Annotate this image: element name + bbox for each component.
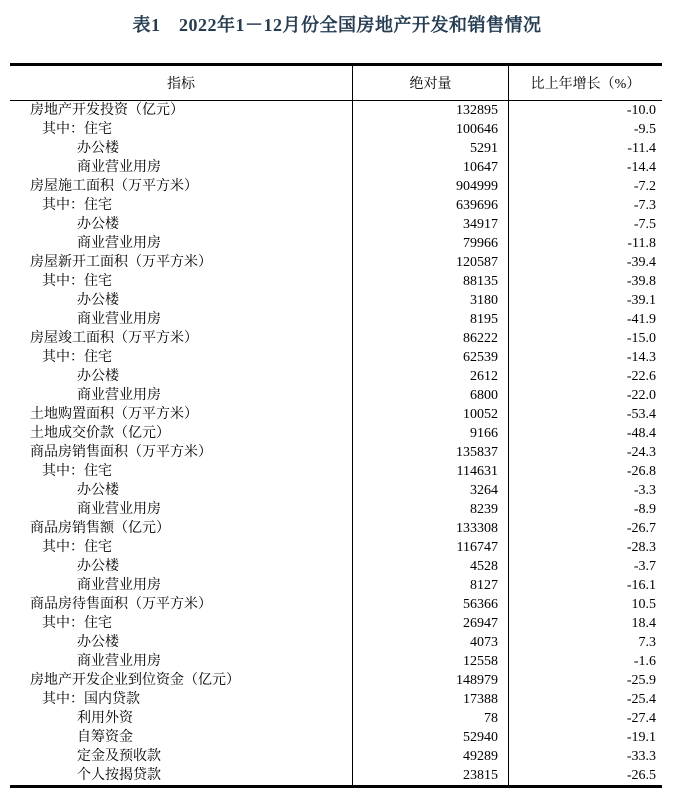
table-row xyxy=(10,329,662,348)
absolute-value-cell: 23815 xyxy=(352,766,508,785)
absolute-value-cell: 17388 xyxy=(352,690,508,709)
absolute-value-cell: 26947 xyxy=(352,614,508,633)
column-header-absolute-value: 绝对量 xyxy=(352,66,508,100)
absolute-value-cell: 10647 xyxy=(352,158,508,177)
absolute-value-cell: 120587 xyxy=(352,253,508,272)
growth-cell: 7.3 xyxy=(508,633,662,652)
indicator-cell: 办公楼 xyxy=(77,217,119,232)
indicator-cell: 土地购置面积（万平方米） xyxy=(30,407,198,422)
table-row xyxy=(10,481,662,500)
absolute-value-cell: 56366 xyxy=(352,595,508,614)
absolute-value-cell: 6800 xyxy=(352,386,508,405)
growth-cell: -53.4 xyxy=(508,405,662,424)
growth-cell: -41.9 xyxy=(508,310,662,329)
absolute-value-cell: 78 xyxy=(352,709,508,728)
table-row xyxy=(10,595,662,614)
growth-cell: -16.1 xyxy=(508,576,662,595)
absolute-value-cell: 8239 xyxy=(352,500,508,519)
absolute-value-cell: 135837 xyxy=(352,443,508,462)
growth-cell: -26.8 xyxy=(508,462,662,481)
indicator-cell: 商品房销售面积（万平方米） xyxy=(30,445,212,460)
indicator-cell: 办公楼 xyxy=(77,369,119,384)
growth-cell: -3.7 xyxy=(508,557,662,576)
growth-cell: -14.3 xyxy=(508,348,662,367)
table-row xyxy=(10,690,662,709)
growth-cell: -26.5 xyxy=(508,766,662,785)
absolute-value-cell: 79966 xyxy=(352,234,508,253)
growth-cell: -26.7 xyxy=(508,519,662,538)
absolute-value-cell: 2612 xyxy=(352,367,508,386)
table-row xyxy=(10,291,662,310)
statistics-table xyxy=(10,63,662,788)
table-row xyxy=(10,177,662,196)
absolute-value-cell: 904999 xyxy=(352,177,508,196)
growth-cell: -19.1 xyxy=(508,728,662,747)
indicator-cell: 房屋竣工面积（万平方米） xyxy=(30,331,198,346)
growth-cell: -7.5 xyxy=(508,215,662,234)
indicator-cell: 办公楼 xyxy=(77,635,119,650)
growth-cell: -9.5 xyxy=(508,120,662,139)
indicator-cell: 办公楼 xyxy=(77,559,119,574)
growth-cell: -11.4 xyxy=(508,139,662,158)
growth-cell: -7.3 xyxy=(508,196,662,215)
growth-cell: -25.9 xyxy=(508,671,662,690)
growth-cell: 18.4 xyxy=(508,614,662,633)
indicator-cell: 其中：住宅 xyxy=(42,616,112,631)
indicator-cell: 商品房销售额（亿元） xyxy=(30,521,170,536)
table-row xyxy=(10,766,662,785)
table-row xyxy=(10,728,662,747)
absolute-value-cell: 88135 xyxy=(352,272,508,291)
indicator-cell: 房地产开发企业到位资金（亿元） xyxy=(30,673,240,688)
absolute-value-cell: 639696 xyxy=(352,196,508,215)
absolute-value-cell: 12558 xyxy=(352,652,508,671)
indicator-cell: 房地产开发投资（亿元） xyxy=(30,103,184,118)
indicator-cell: 其中：住宅 xyxy=(42,274,112,289)
table-header-row xyxy=(10,66,662,101)
table-row xyxy=(10,500,662,519)
indicator-cell: 商业营业用房 xyxy=(77,312,161,327)
table-row xyxy=(10,614,662,633)
growth-cell: -24.3 xyxy=(508,443,662,462)
table-row xyxy=(10,139,662,158)
column-header-indicator: 指标 xyxy=(167,77,195,92)
absolute-value-cell: 62539 xyxy=(352,348,508,367)
absolute-value-cell: 3264 xyxy=(352,481,508,500)
growth-cell: -1.6 xyxy=(508,652,662,671)
absolute-value-cell: 52940 xyxy=(352,728,508,747)
table-row xyxy=(10,709,662,728)
growth-cell: -10.0 xyxy=(508,101,662,120)
table-row xyxy=(10,234,662,253)
absolute-value-cell: 8195 xyxy=(352,310,508,329)
absolute-value-cell: 86222 xyxy=(352,329,508,348)
table-row xyxy=(10,367,662,386)
table-title: 表1 2022年1－12月份全国房地产开发和销售情况 xyxy=(132,15,542,35)
table-row xyxy=(10,576,662,595)
absolute-value-cell: 100646 xyxy=(352,120,508,139)
growth-cell: -27.4 xyxy=(508,709,662,728)
indicator-cell: 自筹资金 xyxy=(77,730,133,745)
growth-cell: 10.5 xyxy=(508,595,662,614)
absolute-value-cell: 49289 xyxy=(352,747,508,766)
table-row xyxy=(10,652,662,671)
table-row xyxy=(10,747,662,766)
table-row xyxy=(10,386,662,405)
indicator-cell: 其中：国内贷款 xyxy=(42,692,140,707)
table-row xyxy=(10,215,662,234)
indicator-cell: 定金及预收款 xyxy=(77,749,161,764)
absolute-value-cell: 5291 xyxy=(352,139,508,158)
table-row xyxy=(10,348,662,367)
growth-cell: -22.6 xyxy=(508,367,662,386)
table-row xyxy=(10,633,662,652)
growth-cell: -39.1 xyxy=(508,291,662,310)
absolute-value-cell: 114631 xyxy=(352,462,508,481)
indicator-cell: 办公楼 xyxy=(77,141,119,156)
absolute-value-cell: 4528 xyxy=(352,557,508,576)
indicator-cell: 房屋施工面积（万平方米） xyxy=(30,179,198,194)
indicator-cell: 商业营业用房 xyxy=(77,236,161,251)
indicator-cell: 商业营业用房 xyxy=(77,578,161,593)
growth-cell: -39.4 xyxy=(508,253,662,272)
indicator-cell: 房屋新开工面积（万平方米） xyxy=(30,255,212,270)
indicator-cell: 商品房待售面积（万平方米） xyxy=(30,597,212,612)
absolute-value-cell: 3180 xyxy=(352,291,508,310)
indicator-cell: 其中：住宅 xyxy=(42,540,112,555)
indicator-cell: 办公楼 xyxy=(77,293,119,308)
indicator-cell: 土地成交价款（亿元） xyxy=(30,426,170,441)
growth-cell: -48.4 xyxy=(508,424,662,443)
table-row xyxy=(10,120,662,139)
table-row xyxy=(10,424,662,443)
growth-cell: -39.8 xyxy=(508,272,662,291)
absolute-value-cell: 10052 xyxy=(352,405,508,424)
absolute-value-cell: 132895 xyxy=(352,101,508,120)
indicator-cell: 其中：住宅 xyxy=(42,464,112,479)
table-row xyxy=(10,405,662,424)
table-row xyxy=(10,101,662,120)
table-row xyxy=(10,671,662,690)
table-row xyxy=(10,253,662,272)
absolute-value-cell: 4073 xyxy=(352,633,508,652)
absolute-value-cell: 116747 xyxy=(352,538,508,557)
growth-cell: -3.3 xyxy=(508,481,662,500)
table-row xyxy=(10,272,662,291)
growth-cell: -8.9 xyxy=(508,500,662,519)
table-row xyxy=(10,158,662,177)
table-row xyxy=(10,538,662,557)
indicator-cell: 商业营业用房 xyxy=(77,654,161,669)
indicator-cell: 其中：住宅 xyxy=(42,350,112,365)
growth-cell: -22.0 xyxy=(508,386,662,405)
absolute-value-cell: 148979 xyxy=(352,671,508,690)
growth-cell: -28.3 xyxy=(508,538,662,557)
growth-cell: -15.0 xyxy=(508,329,662,348)
absolute-value-cell: 9166 xyxy=(352,424,508,443)
indicator-cell: 商业营业用房 xyxy=(77,160,161,175)
table-row xyxy=(10,196,662,215)
indicator-cell: 商业营业用房 xyxy=(77,502,161,517)
absolute-value-cell: 34917 xyxy=(352,215,508,234)
table-row xyxy=(10,557,662,576)
column-header-growth: 比上年增长（%） xyxy=(508,66,662,100)
indicator-cell: 其中：住宅 xyxy=(42,198,112,213)
table-row xyxy=(10,519,662,538)
growth-cell: -14.4 xyxy=(508,158,662,177)
indicator-cell: 其中：住宅 xyxy=(42,122,112,137)
growth-cell: -11.8 xyxy=(508,234,662,253)
indicator-cell: 利用外资 xyxy=(77,711,133,726)
growth-cell: -25.4 xyxy=(508,690,662,709)
growth-cell: -7.2 xyxy=(508,177,662,196)
indicator-cell: 商业营业用房 xyxy=(77,388,161,403)
indicator-cell: 个人按揭贷款 xyxy=(77,768,161,783)
table-row xyxy=(10,310,662,329)
table-row xyxy=(10,462,662,481)
table-body xyxy=(10,101,662,785)
absolute-value-cell: 133308 xyxy=(352,519,508,538)
indicator-cell: 办公楼 xyxy=(77,483,119,498)
table-row xyxy=(10,443,662,462)
growth-cell: -33.3 xyxy=(508,747,662,766)
absolute-value-cell: 8127 xyxy=(352,576,508,595)
